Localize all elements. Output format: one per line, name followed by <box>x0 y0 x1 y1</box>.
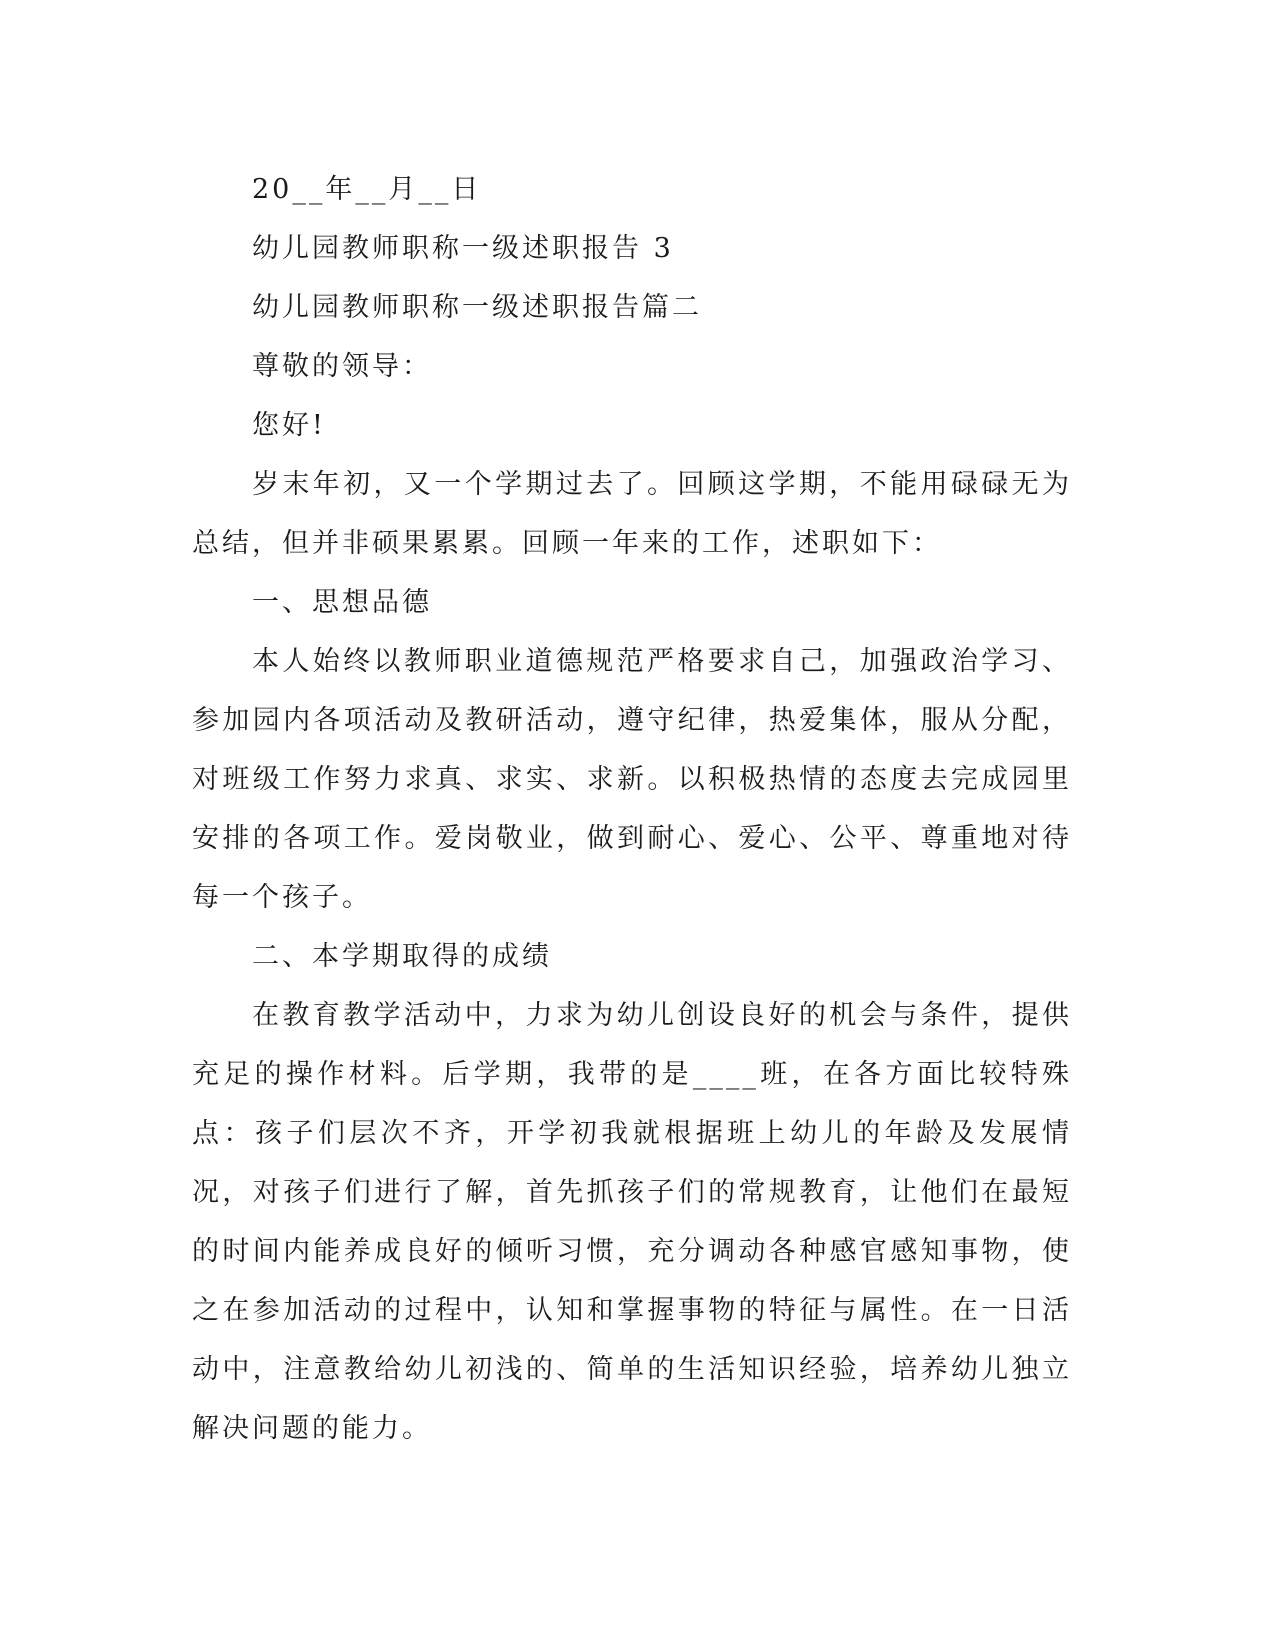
section-1-paragraph: 本人始终以教师职业道德规范严格要求自己，加强政治学习、参加园内各项活动及教研活动，遵守纪律，热爱集体，服从分配，对班级工作努力求真、求实、求新。以积极热情的态度去完成园里安排的各项工作。爱岗敬业，做到耐心、爱心、公平、尊重地对待每一个孩子。 <box>192 646 1072 913</box>
section-2-paragraph: 在教育教学活动中，力求为幼儿创设良好的机会与条件，提供充足的操作材料。后学期，我带的是____班，在各方面比较特殊点：孩子们层次不齐，开学初我就根据班上幼儿的年龄及发展情况，对孩子们进行了解，首先抓孩子们的常规教育，让他们在最短的时间内能养成良好的倾听习惯，充分调动各种感官感知事物，使之在参加活动的过程中，认知和掌握事物的特征与属性。在一日活动中，注意教给幼儿初浅的、简单的生活知识经验，培养幼儿独立解决问题的能力。 <box>192 1000 1072 1444</box>
section-heading-1: 一、思想品德 <box>252 587 432 618</box>
section-heading-2: 二、本学期取得的成绩 <box>252 941 552 972</box>
greeting: 您好! <box>252 410 326 441</box>
document-body <box>192 160 1072 1458</box>
report-title-3: 幼儿园教师职称一级述职报告 3 <box>252 233 674 264</box>
salutation: 尊敬的领导： <box>252 351 432 382</box>
intro-paragraph: 岁末年初，又一个学期过去了。回顾这学期，不能用碌碌无为总结，但并非硕果累累。回顾一年来的工作，述职如下： <box>192 469 1072 559</box>
date-line: 20__年__月__日 <box>252 174 482 205</box>
report-title-2: 幼儿园教师职称一级述职报告篇二 <box>252 292 702 323</box>
